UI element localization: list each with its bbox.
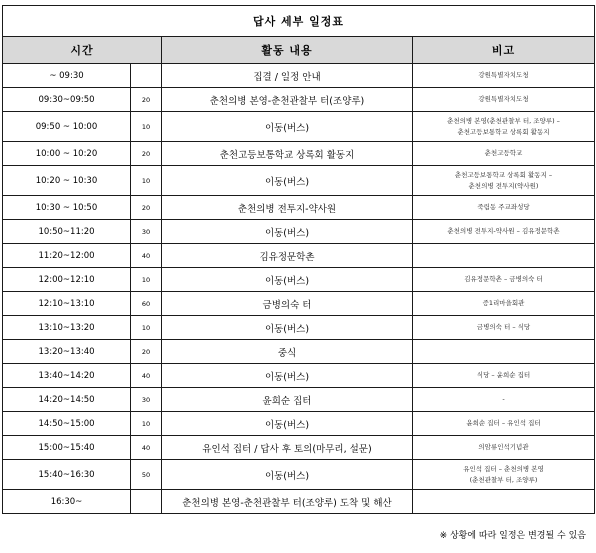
activity-cell: 이동(버스) — [162, 316, 413, 340]
schedule-row — [3, 220, 595, 244]
time-cell: 12:10~13:10 — [3, 292, 131, 316]
time-cell: 10:30 ~ 10:50 — [3, 196, 131, 220]
time-cell: 16:30~ — [3, 490, 131, 514]
schedule-row — [3, 340, 595, 364]
duration-cell: 10 — [131, 316, 162, 340]
schedule-row — [3, 244, 595, 268]
duration-cell: 40 — [131, 364, 162, 388]
note-cell: 강원특별자치도청 — [413, 64, 595, 88]
schedule-row — [3, 196, 595, 220]
duration-cell: 40 — [131, 436, 162, 460]
duration-cell: 10 — [131, 412, 162, 436]
time-cell: 13:10~13:20 — [3, 316, 131, 340]
activity-cell: 김유정문학촌 — [162, 244, 413, 268]
schedule-row — [3, 490, 595, 514]
activity-cell: 집결 / 일정 안내 — [162, 64, 413, 88]
time-cell: 15:40~16:30 — [3, 460, 131, 490]
time-cell: 13:40~14:20 — [3, 364, 131, 388]
time-cell: 10:00 ~ 10:20 — [3, 142, 131, 166]
time-cell: 13:20~13:40 — [3, 340, 131, 364]
duration-cell: 20 — [131, 196, 162, 220]
schedule-row — [3, 112, 595, 142]
activity-cell: 이동(버스) — [162, 364, 413, 388]
activity-cell: 중식 — [162, 340, 413, 364]
note-cell: 금병의숙 터 – 식당 — [413, 316, 595, 340]
time-cell: 14:50~15:00 — [3, 412, 131, 436]
schedule-row — [3, 268, 595, 292]
activity-cell: 이동(버스) — [162, 460, 413, 490]
schedule-row — [3, 436, 595, 460]
schedule-row — [3, 388, 595, 412]
note-cell: 춘천고등보통학교 상록회 활동지 – 춘천의병 전투지(약사원) — [413, 166, 595, 196]
activity-cell: 이동(버스) — [162, 268, 413, 292]
note-cell: 춘천의병 전투지-약사원 – 김유정문학촌 — [413, 220, 595, 244]
schedule-row — [3, 412, 595, 436]
note-cell — [413, 244, 595, 268]
activity-cell: 춘천고등보통학교 상록회 활동지 — [162, 142, 413, 166]
note-cell: 식당 – 윤희순 집터 — [413, 364, 595, 388]
note-cell: 증1리마을회관 — [413, 292, 595, 316]
duration-cell — [131, 64, 162, 88]
time-cell: ~ 09:30 — [3, 64, 131, 88]
note-cell: - — [413, 388, 595, 412]
duration-cell: 20 — [131, 88, 162, 112]
activity-cell: 이동(버스) — [162, 166, 413, 196]
time-cell: 10:20 ~ 10:30 — [3, 166, 131, 196]
note-cell: 춘천의병 본영(춘천관찰부 터, 조양루) – 춘천고등보통학교 상록회 활동지 — [413, 112, 595, 142]
note-cell: 유인석 집터 – 춘천의병 본영 (춘천관찰부 터, 조양루) — [413, 460, 595, 490]
activity-cell: 이동(버스) — [162, 220, 413, 244]
note-cell: 의암류인석기념관 — [413, 436, 595, 460]
header-row — [3, 37, 595, 64]
schedule-row — [3, 88, 595, 112]
time-cell: 11:20~12:00 — [3, 244, 131, 268]
duration-cell: 40 — [131, 244, 162, 268]
time-header: 시간 — [3, 37, 162, 64]
duration-cell: 10 — [131, 112, 162, 142]
activity-cell: 춘천의병 전투지-약사원 — [162, 196, 413, 220]
activity-cell: 윤희순 집터 — [162, 388, 413, 412]
schedule-row — [3, 64, 595, 88]
activity-cell: 이동(버스) — [162, 412, 413, 436]
note-cell: 죽림동 주교좌성당 — [413, 196, 595, 220]
activity-header: 활동 내용 — [162, 37, 413, 64]
activity-cell: 유인석 집터 / 답사 후 토의(마무리, 설문) — [162, 436, 413, 460]
schedule-row — [3, 316, 595, 340]
duration-cell: 50 — [131, 460, 162, 490]
duration-cell: 60 — [131, 292, 162, 316]
table-title: 답사 세부 일정표 — [3, 6, 595, 37]
schedule-row — [3, 364, 595, 388]
note-header: 비고 — [413, 37, 595, 64]
duration-cell — [131, 490, 162, 514]
schedule-row — [3, 292, 595, 316]
time-cell: 14:20~14:50 — [3, 388, 131, 412]
schedule-table — [2, 5, 595, 514]
note-cell — [413, 340, 595, 364]
note-cell: 강원특별자치도청 — [413, 88, 595, 112]
time-cell: 09:50 ~ 10:00 — [3, 112, 131, 142]
note-cell — [413, 490, 595, 514]
time-cell: 12:00~12:10 — [3, 268, 131, 292]
schedule-row — [3, 460, 595, 490]
duration-cell: 10 — [131, 166, 162, 196]
duration-cell: 10 — [131, 268, 162, 292]
footnote: ※ 상황에 따라 일정은 변경될 수 있음 — [439, 531, 586, 541]
duration-cell: 30 — [131, 388, 162, 412]
schedule-row — [3, 142, 595, 166]
activity-cell: 이동(버스) — [162, 112, 413, 142]
schedule-row — [3, 166, 595, 196]
duration-cell: 20 — [131, 340, 162, 364]
duration-cell: 20 — [131, 142, 162, 166]
note-cell: 춘천고등학교 — [413, 142, 595, 166]
time-cell: 09:30~09:50 — [3, 88, 131, 112]
note-cell: 윤희순 집터 – 유인석 집터 — [413, 412, 595, 436]
time-cell: 15:00~15:40 — [3, 436, 131, 460]
note-cell: 김유정문학촌 – 금병의숙 터 — [413, 268, 595, 292]
activity-cell: 춘천의병 본영-춘천관찰부 터(조양루) 도착 및 해산 — [162, 490, 413, 514]
activity-cell: 춘천의병 본영-춘천관찰부 터(조양루) — [162, 88, 413, 112]
time-cell: 10:50~11:20 — [3, 220, 131, 244]
duration-cell: 30 — [131, 220, 162, 244]
activity-cell: 금병의숙 터 — [162, 292, 413, 316]
schedule-sheet — [2, 5, 595, 514]
